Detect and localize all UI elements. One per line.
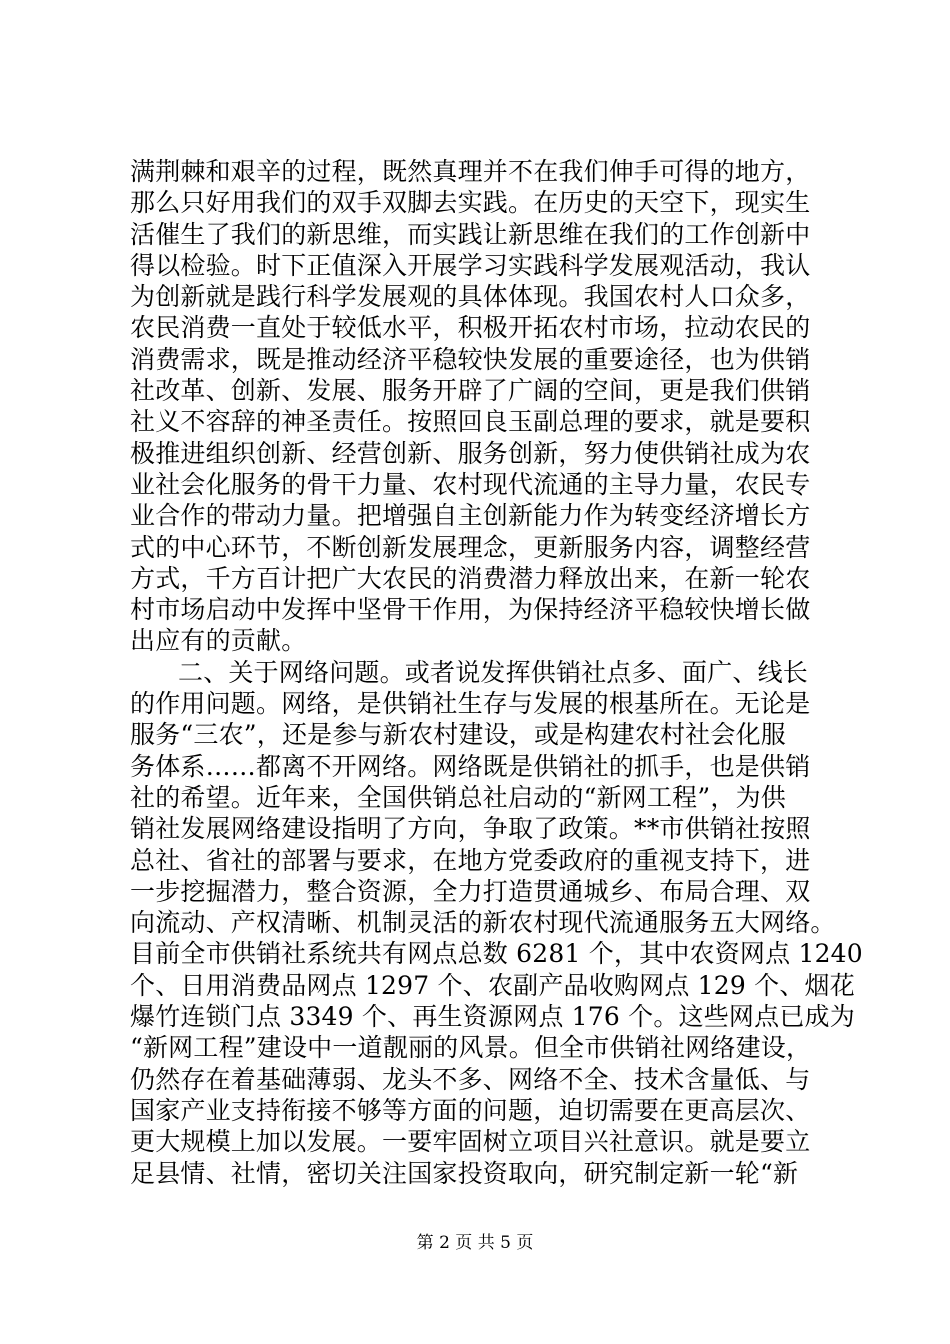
text-line: 村市场启动中发挥中坚骨干作用，为保持经济平稳较快增长做: [130, 595, 811, 625]
text-line: 向流动、产权清晰、机制灵活的新农村现代流通服务五大网络。: [130, 908, 836, 938]
text-line: 国家产业支持衔接不够等方面的问题，迫切需要在更高层次、: [130, 1095, 811, 1125]
text-line: 个、日用消费品网点 1297 个、农副产品收购网点 129 个、烟花: [130, 970, 855, 1000]
text-line: 社义不容辞的神圣责任。按照回良玉副总理的要求，就是要积: [130, 407, 811, 437]
text-line: 目前全市供销社系统共有网点总数 6281 个，其中农资网点 1240: [130, 939, 863, 969]
text-line: 的作用问题。网络，是供销社生存与发展的根基所在。无论是: [130, 689, 811, 719]
text-line: 更大规模上加以发展。一要牢固树立项目兴社意识。就是要立: [130, 1127, 811, 1157]
text-line: 为创新就是践行科学发展观的具体体现。我国农村人口众多，: [130, 282, 811, 312]
document-body: [130, 156, 863, 1189]
text-line: 消费需求，既是推动经济平稳较快发展的重要途径，也为供销: [130, 344, 811, 374]
text-line: 足县情、社情，密切关注国家投资取向，研究制定新一轮“新: [130, 1158, 799, 1188]
paragraph-start-line: 二、关于网络问题。或者说发挥供销社点多、面广、线长: [178, 657, 809, 687]
text-line: 一步挖掘潜力，整合资源，全力打造贯通城乡、布局合理、双: [130, 876, 811, 906]
text-line: 务体系……都离不开网络。网络既是供销社的抓手，也是供销: [130, 751, 811, 781]
text-line: 仍然存在着基础薄弱、龙头不多、网络不全、技术含量低、与: [130, 1064, 811, 1094]
text-line: 极推进组织创新、经营创新、服务创新，努力使供销社成为农: [130, 438, 811, 468]
text-line: 那么只好用我们的双手双脚去实践。在历史的天空下，现实生: [130, 188, 811, 218]
text-line: 爆竹连锁门点 3349 个、再生资源网点 176 个。这些网点已成为: [130, 1002, 855, 1032]
text-line: 出应有的贡献。: [130, 626, 307, 656]
text-line: 农民消费一直处于较低水平，积极开拓农村市场，拉动农民的: [130, 313, 811, 343]
text-line: 活催生了我们的新思维，而实践让新思维在我们的工作创新中: [130, 219, 811, 249]
text-line: 总社、省社的部署与要求，在地方党委政府的重视支持下，进: [130, 845, 811, 875]
text-line: 社改革、创新、发展、服务开辟了广阔的空间，更是我们供销: [130, 376, 811, 406]
text-line: 得以检验。时下正值深入开展学习实践科学发展观活动，我认: [130, 250, 811, 280]
text-line: 式的中心环节，不断创新发展理念，更新服务内容，调整经营: [130, 532, 811, 562]
text-line: 业社会化服务的骨干力量、农村现代流通的主导力量，农民专: [130, 469, 811, 499]
text-line: 服务“三农”，还是参与新农村建设，或是构建农村社会化服: [130, 720, 786, 750]
text-line: 业合作的带动力量。把增强自主创新能力作为转变经济增长方: [130, 501, 811, 531]
text-line: 社的希望。近年来，全国供销总社启动的“新网工程”，为供: [130, 782, 786, 812]
page-number-footer: 第 2 页 共 5 页: [416, 1233, 534, 1253]
text-line: 销社发展网络建设指明了方向，争取了政策。**市供销社按照: [130, 814, 811, 844]
text-line: “新网工程”建设中一道靓丽的风景。但全市供销社网络建设，: [130, 1033, 812, 1063]
text-line: 方式，千方百计把广大农民的消费潜力释放出来，在新一轮农: [130, 563, 811, 593]
text-line: 满荆棘和艰辛的过程，既然真理并不在我们伸手可得的地方，: [130, 157, 811, 186]
